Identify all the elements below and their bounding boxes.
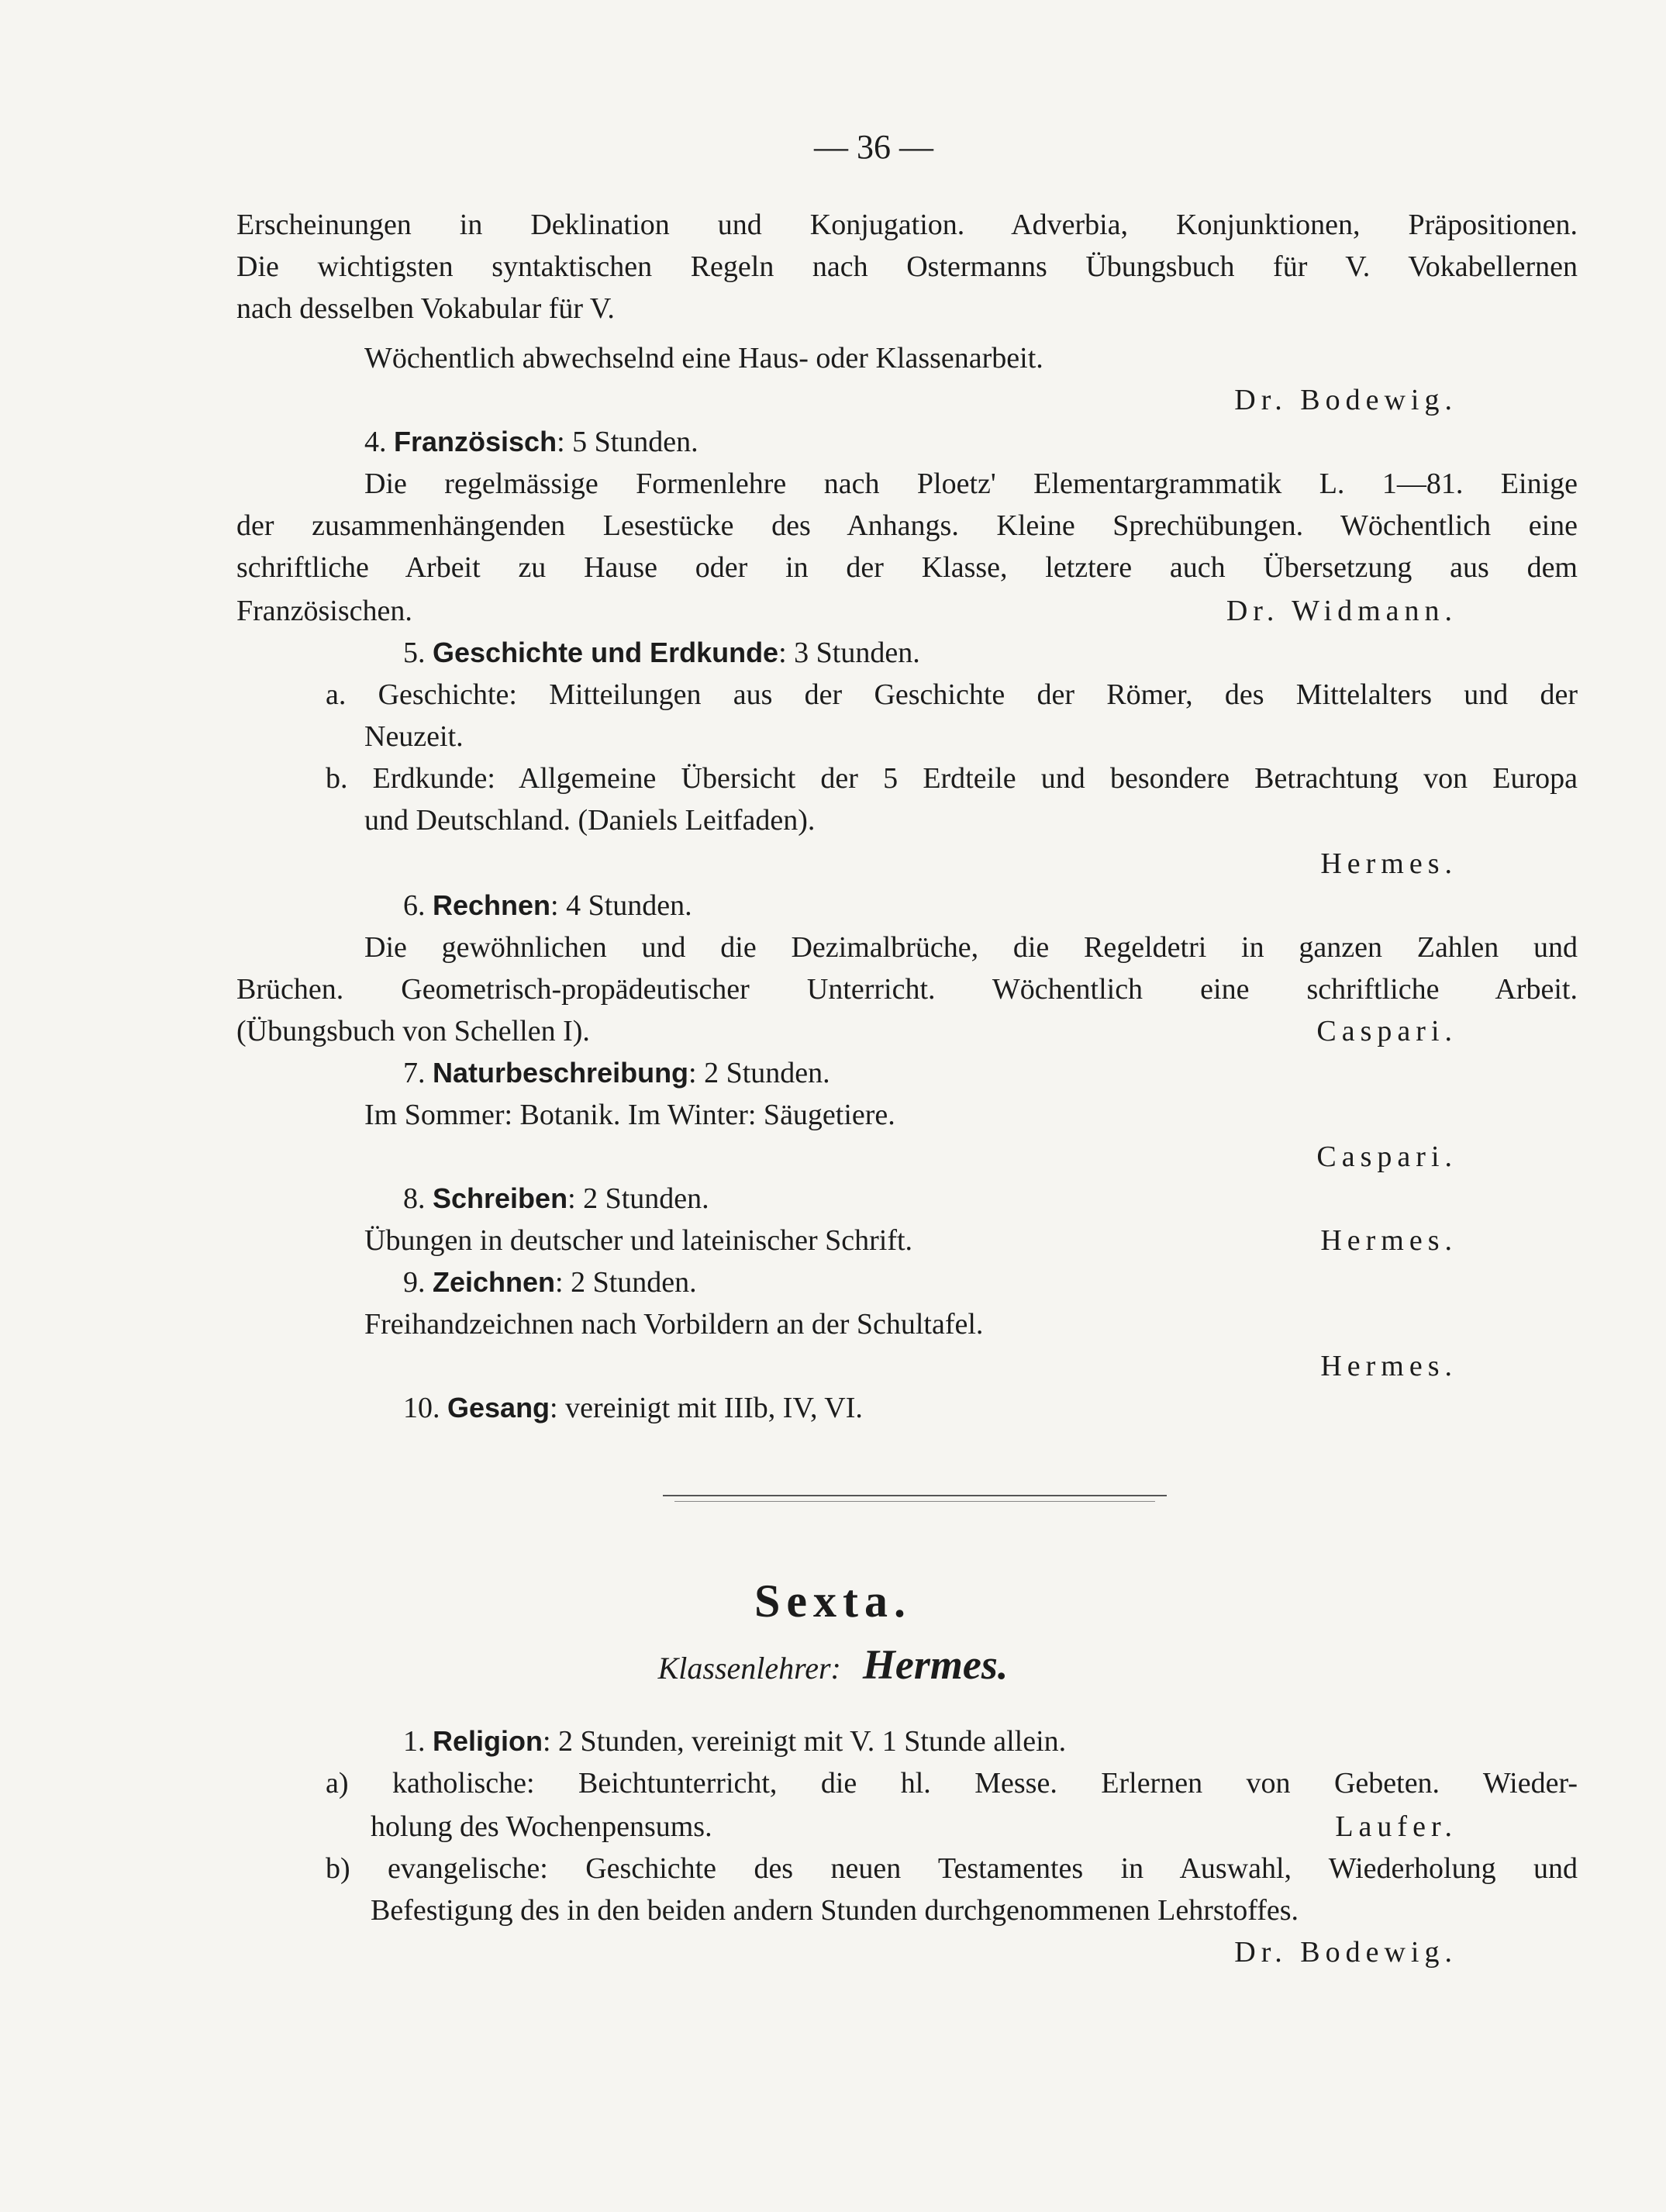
class-teacher-line xyxy=(0,1637,1666,1703)
teacher-name: Caspari. xyxy=(1316,1141,1457,1173)
subject-title: Religion xyxy=(433,1725,543,1757)
subject-hours: : 2 Stunden, vereinigt mit V. 1 Stunde allein. xyxy=(543,1725,1067,1758)
subject-number: 10. xyxy=(403,1392,440,1424)
subject-hours: : 3 Stunden. xyxy=(778,637,920,669)
teacher-name: Dr. Bodewig. xyxy=(1234,384,1457,416)
section-divider xyxy=(663,1495,1167,1496)
class-teacher-name: Hermes. xyxy=(862,1641,1009,1688)
subject-number: 7. xyxy=(403,1057,426,1089)
subject-title: Rechnen xyxy=(433,889,551,921)
subject-title: Schreiben xyxy=(433,1182,568,1214)
text-line: holung des Wochenpensums. xyxy=(371,1810,712,1843)
teacher-name: Hermes. xyxy=(1320,847,1457,880)
text-line: Befestigung des in den beiden andern Stunden durchgenommenen Lehrstoffes. xyxy=(371,1894,1299,1927)
text-line: (Übungsbuch von Schellen I). xyxy=(236,1015,590,1047)
text-line: Die wichtigsten syntaktischen Regeln nach Ostermanns Übungsbuch für V. Vokabellernen xyxy=(236,250,1578,283)
subject-title: Gesang xyxy=(447,1392,550,1423)
subject-title: Französisch xyxy=(394,426,557,457)
subject-hours: : vereinigt mit IIIb, IV, VI. xyxy=(550,1392,863,1424)
teacher-name: Caspari. xyxy=(1316,1015,1457,1047)
text-line: nach desselben Vokabular für V. xyxy=(236,292,615,325)
subject-heading xyxy=(403,1262,697,1303)
teacher-name: Laufer. xyxy=(1335,1810,1457,1843)
subject-hours: : 4 Stunden. xyxy=(550,889,692,922)
text-line: und Deutschland. (Daniels Leitfaden). xyxy=(364,804,816,837)
subject-title: Geschichte und Erdkunde xyxy=(433,637,779,668)
text-line: Erscheinungen in Deklination und Konjugation. Adverbia, Konjunktionen, Präpositionen. xyxy=(236,209,1578,241)
subject-heading xyxy=(403,1721,1066,1762)
text-line: Französischen. xyxy=(236,595,412,627)
subject-hours: : 2 Stunden. xyxy=(688,1057,830,1089)
subject-hours: : 5 Stunden. xyxy=(557,426,698,458)
text-line: Neuzeit. xyxy=(364,720,464,753)
page-number: — 36 — xyxy=(814,128,933,166)
text-line: Die regelmässige Formenlehre nach Ploetz' Elementargrammatik L. 1—81. Einige xyxy=(364,468,1578,500)
text-line: der zusammenhängenden Lesestücke des Anhangs. Kleine Sprechübungen. Wöchentlich eine xyxy=(236,509,1578,542)
text-line: b) evangelische: Geschichte des neuen Testamentes in Auswahl, Wiederholung und xyxy=(326,1852,1578,1885)
subject-heading xyxy=(403,1178,709,1219)
text-line: schriftliche Arbeit zu Hause oder in der Klasse, letztere auch Übersetzung aus dem xyxy=(236,551,1578,584)
section-divider xyxy=(674,1501,1155,1502)
subject-heading xyxy=(403,885,692,926)
text-line: Im Sommer: Botanik. Im Winter: Säugetiere. xyxy=(364,1099,895,1131)
subject-number: 4. xyxy=(364,426,387,458)
subject-number: 9. xyxy=(403,1266,426,1299)
text-line: a. Geschichte: Mitteilungen aus der Geschichte der Römer, des Mittelalters und der xyxy=(326,678,1578,711)
text-line: a) katholische: Beichtunterricht, die hl. Messe. Erlernen von Gebeten. Wieder- xyxy=(326,1767,1578,1800)
subject-hours: : 2 Stunden. xyxy=(567,1182,709,1215)
teacher-name: Hermes. xyxy=(1320,1350,1457,1382)
text-line: Freihandzeichnen nach Vorbildern an der Schultafel. xyxy=(364,1308,984,1341)
teacher-name: Dr. Widmann. xyxy=(1226,595,1457,627)
subject-heading xyxy=(364,422,698,462)
text-line: b. Erdkunde: Allgemeine Übersicht der 5 Erdteile und besondere Betrachtung von Europa xyxy=(326,762,1578,795)
text-line: Übungen in deutscher und lateinischer Schrift. xyxy=(364,1224,913,1257)
subject-number: 6. xyxy=(403,889,426,922)
text-line: Die gewöhnlichen und die Dezimalbrüche, die Regeldetri in ganzen Zahlen und xyxy=(364,931,1578,964)
subject-heading xyxy=(403,1388,863,1428)
subject-heading xyxy=(403,633,920,673)
section-title: Sexta. xyxy=(754,1575,912,1627)
subject-number: 8. xyxy=(403,1182,426,1215)
text-line: Wöchentlich abwechselnd eine Haus- oder Klassenarbeit. xyxy=(364,342,1043,374)
teacher-name: Hermes. xyxy=(1320,1224,1457,1257)
subject-number: 1. xyxy=(403,1725,426,1758)
subject-number: 5. xyxy=(403,637,426,669)
subject-hours: : 2 Stunden. xyxy=(555,1266,697,1299)
subject-title: Naturbeschreibung xyxy=(433,1057,689,1089)
text-line: Brüchen. Geometrisch-propädeutischer Unterricht. Wöchentlich eine schriftliche Arbeit. xyxy=(236,973,1578,1006)
teacher-name: Dr. Bodewig. xyxy=(1234,1936,1457,1969)
subject-title: Zeichnen xyxy=(433,1266,556,1298)
class-teacher-label: Klassenlehrer: xyxy=(657,1651,841,1686)
subject-heading xyxy=(403,1053,830,1093)
